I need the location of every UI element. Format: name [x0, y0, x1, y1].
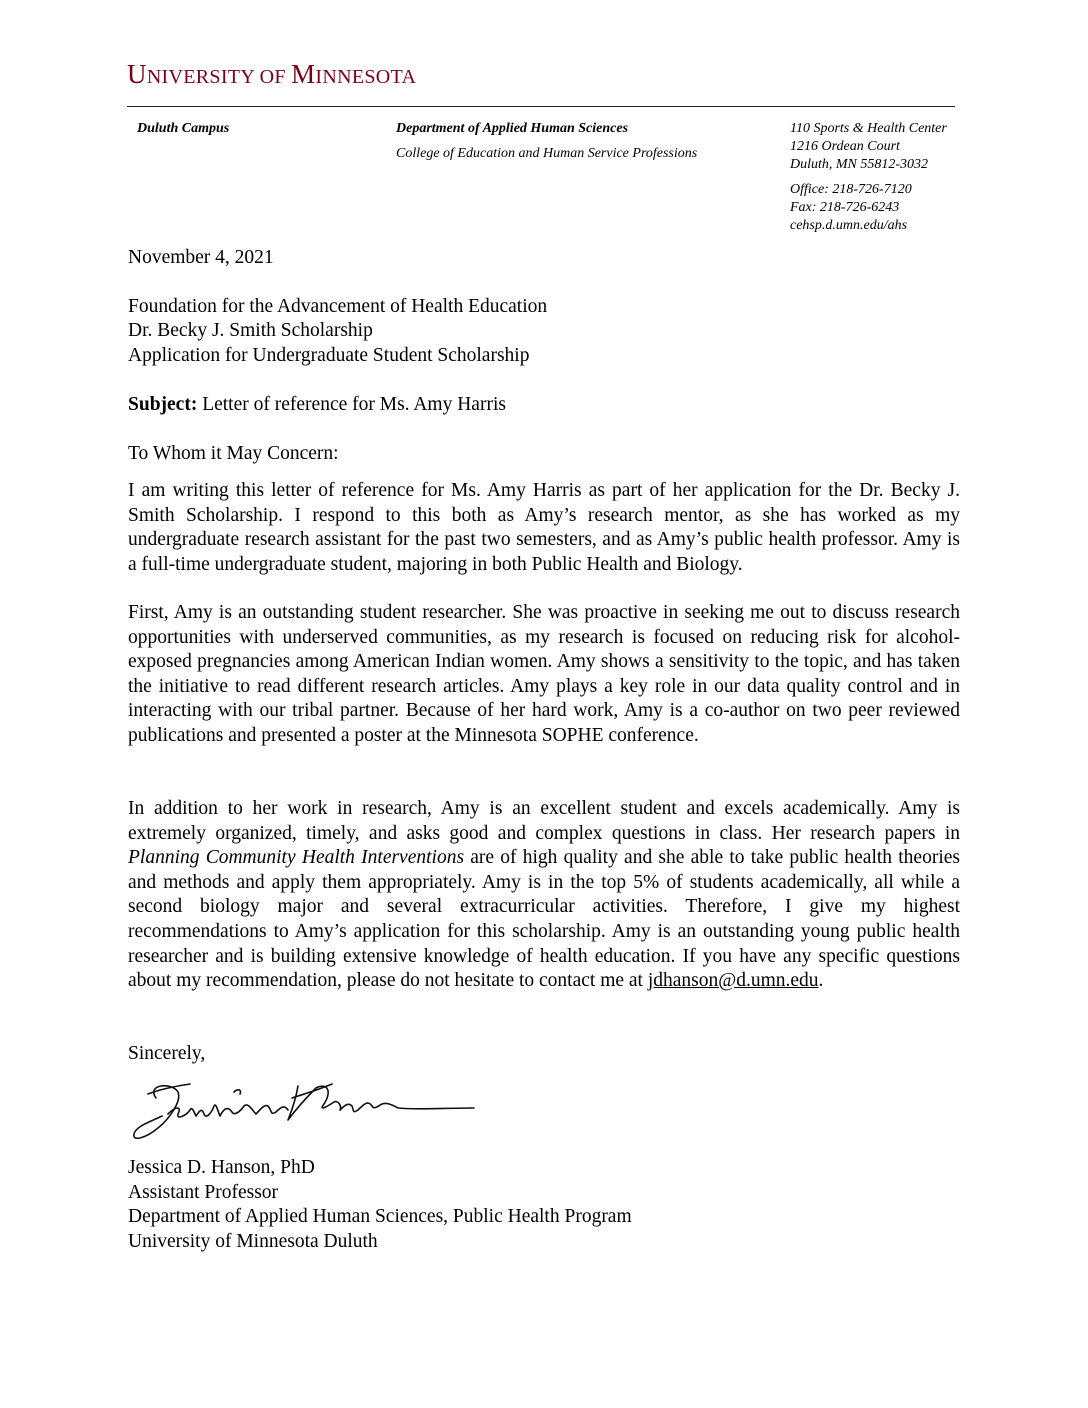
- signer-department: Department of Applied Human Sciences, Public Health Program: [128, 1206, 632, 1228]
- closing: Sincerely,: [128, 1043, 206, 1064]
- college-name: College of Education and Human Service Professions: [396, 146, 698, 161]
- salutation: To Whom it May Concern:: [128, 443, 339, 464]
- address-block: [790, 120, 947, 235]
- fax-number: Fax: 218-726-6243: [790, 200, 900, 215]
- signer-institution: University of Minnesota Duluth: [128, 1230, 378, 1252]
- address-line: 110 Sports & Health Center: [790, 121, 947, 136]
- recipient-line: Application for Undergraduate Student Scholarship: [128, 345, 530, 366]
- office-phone: Office: 218-726-7120: [790, 182, 912, 197]
- subject-line: [128, 393, 506, 418]
- letterhead-divider: [127, 106, 955, 107]
- address-line: 1216 Ordean Court: [790, 139, 900, 154]
- recipient-line: Dr. Becky J. Smith Scholarship: [128, 320, 373, 341]
- handwritten-signature: [128, 1076, 478, 1148]
- subject-text: Letter of reference for Ms. Amy Harris: [197, 394, 506, 415]
- body-paragraph-3: [128, 797, 960, 994]
- recipient-line: Foundation for the Advancement of Health Education: [128, 296, 548, 317]
- body-paragraph-1: I am writing this letter of reference for Ms. Amy Harris as part of her application for the Dr. Becky J. Smith Scholarship. I respond to this both as Amy’s research mentor, as she has worked as my undergraduate research assistant for the past two semesters, and as Amy’s public health professor. Amy is a full-time undergraduate student, majoring in both Public Health and Biology.: [128, 480, 960, 575]
- university-wordmark: [127, 58, 416, 93]
- signer-title: Assistant Professor: [128, 1181, 279, 1203]
- wordmark-initial-u: U: [127, 59, 147, 89]
- campus-name: Duluth Campus: [137, 121, 230, 136]
- website: cehsp.d.umn.edu/ahs: [790, 218, 908, 233]
- paragraph-3-end: .: [818, 970, 824, 992]
- letter-date: November 4, 2021: [128, 247, 274, 268]
- wordmark-initial-m: M: [291, 59, 316, 89]
- paragraph-3-text: In addition to her work in research, Amy is an excellent student and excels academically. Amy is extremely organized, timely, and asks good and complex questions in class. Her research papers in: [128, 798, 960, 844]
- signature-block: [128, 1156, 632, 1254]
- department-name: Department of Applied Human Sciences: [396, 121, 629, 136]
- paragraph-3-text: are of high quality and she able to take public health theories and methods and apply them appropriately. Amy is in the top 5% of students academically, all while a second biology major and several extracurricular activities. Therefore, I give my highest recommendations to Amy’s application for this scholarship. Amy is an outstanding young public health researcher and is building extensive knowledge of health education. If you have any specific questions about my recommendation, please do not hesitate to contact me at: [128, 847, 960, 992]
- subject-label: Subject:: [128, 394, 198, 415]
- wordmark-rest-2: INNESOTA: [315, 66, 417, 88]
- department-block: [396, 120, 697, 163]
- address-line: Duluth, MN 55812-3032: [790, 157, 929, 172]
- body-paragraph-2: First, Amy is an outstanding student researcher. She was proactive in seeking me out to discuss research opportunities with underserved communities, as my research is focused on reducing risk for alcohol-exposed pregnancies among American Indian women. Amy shows a sensitivity to the topic, and has taken the initiative to read different research articles. Amy plays a key role in our data quality control and in interacting with our tribal partner. Because of her hard work, Amy is a co-author on two peer reviewed publications and presented a poster at the Minnesota SOPHE conference.: [128, 602, 960, 746]
- signer-name: Jessica D. Hanson, PhD: [128, 1157, 315, 1178]
- email-link[interactable]: jdhanson@d.umn.edu: [647, 970, 819, 992]
- course-title: Planning Community Health Interventions: [128, 847, 465, 869]
- wordmark-rest-1: NIVERSITY OF: [146, 66, 292, 88]
